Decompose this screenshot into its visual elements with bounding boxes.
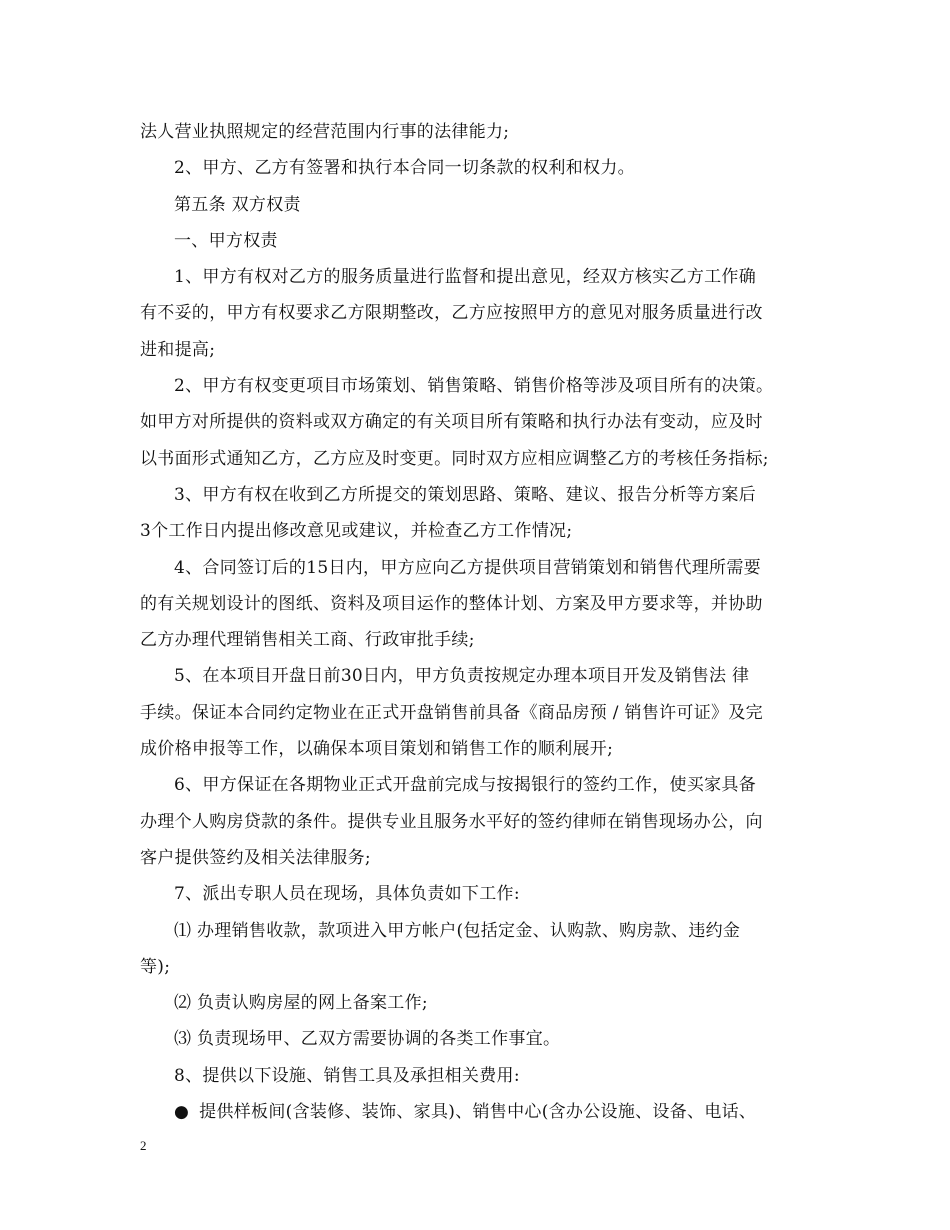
text-line: 进和提高; — [140, 339, 216, 360]
text-line: 3个工作日内提出修改意见或建议，并检查乙方工作情况; — [140, 521, 573, 542]
text-line: 3、甲方有权在收到乙方所提交的策划思路、策略、建议、报告分析等方案后 — [174, 484, 757, 505]
subsection-heading: 一、甲方权责 — [174, 230, 278, 251]
text-line: ⑵ 负责认购房屋的网上备案工作; — [174, 993, 428, 1014]
text-line: 2、甲方、乙方有签署和执行本合同一切条款的权利和权力。 — [174, 158, 635, 179]
text-line: 客户提供签约及相关法律服务; — [140, 847, 371, 868]
text-line: 乙方办理代理销售相关工商、行政审批手续; — [140, 630, 475, 651]
text-line: 4、合同签订后的15日内，甲方应向乙方提供项目营销策划和销售代理所需要 — [174, 557, 761, 578]
text-line: 6、甲方保证在各期物业正式开盘前完成与按揭银行的签约工作，使买家具备 — [174, 775, 757, 796]
document-body — [140, 114, 812, 1130]
bullet-icon: ● — [174, 1102, 190, 1123]
text-line: 2、甲方有权变更项目市场策划、销售策略、销售价格等涉及项目所有的决策。 — [174, 376, 774, 397]
text-line: 的有关规划设计的图纸、资料及项目运作的整体计划、方案及甲方要求等，并协助 — [140, 593, 763, 614]
text-line: 1、甲方有权对乙方的服务质量进行监督和提出意见，经双方核实乙方工作确 — [174, 267, 757, 288]
text-line: 有不妥的，甲方有权要求乙方限期整改，乙方应按照甲方的意见对服务质量进行改 — [140, 303, 763, 324]
text-line: 等); — [140, 956, 171, 977]
bullet-item — [140, 1094, 812, 1130]
text-line: 5、在本项目开盘日前30日内，甲方负责按规定办理本项目开发及销售法 律 — [174, 666, 750, 687]
text-line: 法人营业执照规定的经营范围内行事的法律能力; — [140, 122, 510, 142]
text-line: 手续。保证本合同约定物业在正式开盘销售前具备《商品房预 / 销售许可证》及完 — [140, 702, 763, 723]
text-line: ⑴ 办理销售收款，款项进入甲方帐户(包括定金、认购款、购房款、违约金 — [174, 920, 741, 941]
section-heading: 第五条 双方权责 — [174, 194, 301, 215]
text-line: 7、派出专职人员在现场，具体负责如下工作: — [174, 884, 520, 905]
text-line: ⑶ 负责现场甲、乙双方需要协调的各类工作事宜。 — [174, 1029, 561, 1050]
text-line: 如甲方对所提供的资料或双方确定的有关项目所有策略和执行办法有变动，应及时 — [140, 412, 763, 433]
text-line: 办理个人购房贷款的条件。提供专业且服务水平好的签约律师在销售现场办公，向 — [140, 811, 763, 832]
page-number: 2 — [140, 1138, 147, 1153]
text-line: 8、提供以下设施、销售工具及承担相关费用: — [174, 1065, 520, 1086]
bullet-text: 提供样板间(含装修、装饰、家具)、销售中心(含办公设施、设备、电话、 — [199, 1102, 757, 1123]
text-line: 以书面形式通知乙方，乙方应及时变更。同时双方应相应调整乙方的考核任务指标; — [140, 448, 769, 469]
text-line: 成价格申报等工作，以确保本项目策划和销售工作的顺利展开; — [140, 739, 614, 760]
